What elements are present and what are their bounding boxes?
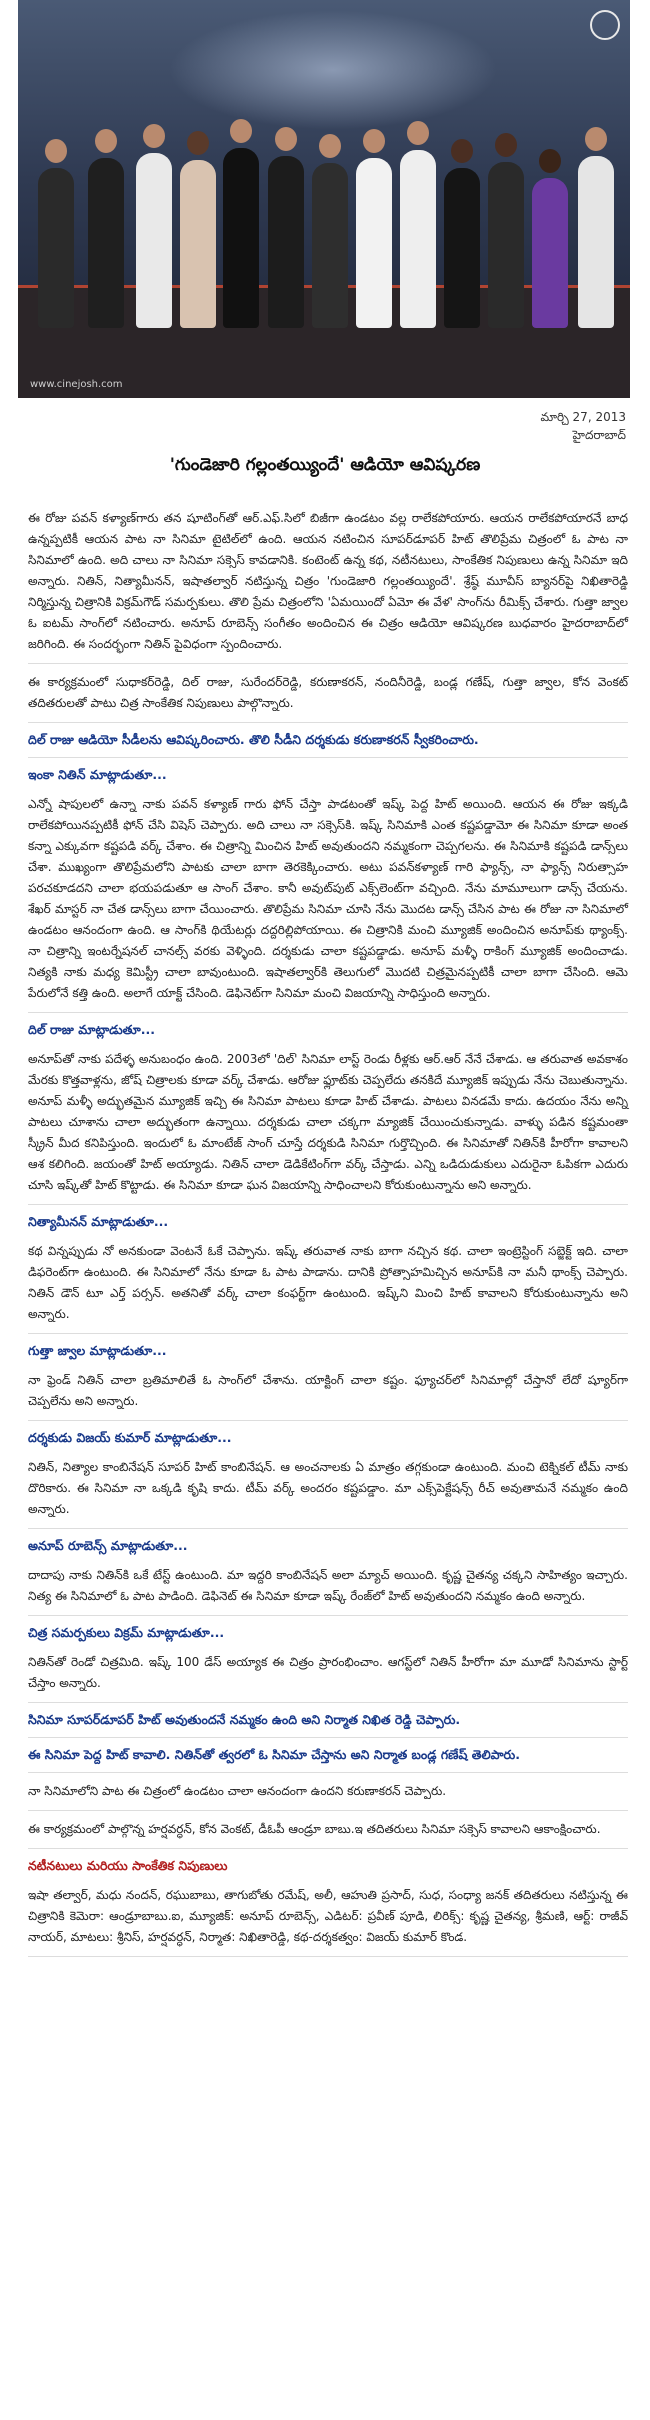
event-photo xyxy=(18,0,630,398)
guest-figure xyxy=(223,148,259,328)
guest-figure xyxy=(532,178,568,328)
section-heading: గుత్తా జ్వాల మాట్లాడుతూ... xyxy=(28,1343,167,1358)
article-body xyxy=(28,500,628,1957)
guest-figure xyxy=(88,158,124,328)
article-place: హైదరాబాద్ xyxy=(572,428,626,442)
article-date: మార్చి 27, 2013 xyxy=(540,410,626,424)
guest-figure xyxy=(356,158,392,328)
section-heading: నిత్యామీనన్ మాట్లాడుతూ... xyxy=(28,1214,169,1229)
highlight-note: దిల్ రాజు ఆడియో సీడీలను ఆవిష్కరించారు. తొలి సీడీని దర్శకుడు కరుణాకరన్ స్వీకరించారు. xyxy=(28,723,628,758)
section-heading: దర్శకుడు విజయ్ కుమార్ మాట్లాడుతూ... xyxy=(28,1430,232,1445)
section-heading: అనూప్ రూబెన్స్ మాట్లాడుతూ... xyxy=(28,1538,188,1553)
guest-figure xyxy=(400,150,436,328)
article-paragraph: ఈ కార్యక్రమంలో పాల్గొన్న హర్షవర్ధన్, కోన వెంకట్, డీఓపీ ఆండ్రూ బాబు.ఇ తదితరులు సినిమా సక్సెస్ కావాలని ఆకాంక్షించారు. xyxy=(28,1811,628,1849)
guest-figure xyxy=(312,163,348,328)
dateline xyxy=(540,408,626,444)
section-heading: నటీనటులు మరియు సాంకేతిక నిపుణులు xyxy=(28,1858,228,1873)
article-paragraph: దాదాపు నాకు నితిన్‌కి ఒకే టేస్ట్ ఉంటుంది. మా ఇద్దరి కాంబినేషన్ అలా మ్యాచ్ అయింది. కృష్ణ చైతన్య చక్కని సాహిత్యం ఇచ్చారు. నిత్య ఈ సినిమాలో ఓ పాట పాడింది. డెఫినెట్ ఈ సినిమా కూడా ఇష్క్ రేంజ్‌లో హిట్ అవుతుందని నమ్మకం ఉంది అన్నారు. xyxy=(28,1557,628,1616)
guest-figure xyxy=(38,168,74,328)
guest-figure xyxy=(268,156,304,328)
guest-figure xyxy=(488,162,524,328)
article-paragraph: ఈ రోజు పవన్ కళ్యాణ్‌గారు తన షూటింగ్‌తో ఆర్.ఎఫ్.సిలో బిజీగా ఉండటం వల్ల రాలేకపోయారు. ఆయన రాలేకపోయారనే బాధ ఉన్నప్పటికీ ఆయన పాట నా సినిమా టైటిల్‌లో ఉంది. ఆయన నటించిన సూపర్‌డూపర్ హిట్ తొలిప్రేమ చిత్రంలో ఓ పాట నా సినిమాలో ఉంది. అది చాలు నా సినిమా సక్సెస్ కావడానికి. కంటెంట్ ఉన్న కథ, నటీనటులు, సాంకేతిక నిపుణులు ఉన్న సినిమా ఇది అన్నారు. నితిన్, నిత్యామీనన్, ఇషాతల్వార్ నటిస్తున్న చిత్రం 'గుండెజారి గల్లంతయ్యిందే'. శ్రేష్ఠ్ మూవీస్ బ్యానర్‌పై నిఖితారెడ్డి నిర్మిస్తున్న చిత్రానికి విక్రమ్‌గౌడ్ సమర్పకులు. తొలి ప్రేమ చిత్రంలోని 'ఏమయిందో ఏమో ఈ వేళ' సాంగ్‌ను రీమిక్స్ చేశారు. గుత్తా జ్వాల ఓ ఐటమ్ సాంగ్‌లో నటించారు. అనూప్ రూబెన్స్ సంగీతం అందించిన ఈ చిత్రం ఆడియో ఆవిష్కరణ బుధవారం హైదరాబాద్‌లో జరిగింది. ఈ సందర్భంగా నితిన్ పైవిధంగా స్పందించారు. xyxy=(28,500,628,664)
article-paragraph: నితిన్, నిత్యాల కాంబినేషన్ సూపర్ హిట్ కాంబినేషన్. ఆ అంచనాలకు ఏ మాత్రం తగ్గకుండా ఉంటుంది. మంచి టెక్నికల్ టీమ్ నాకు దొరికారు. ఈ సినిమా నా ఒక్కడి కృషి కాదు. టీమ్ వర్క్ అందరం కష్టపడ్డాం. మా ఎక్స్‌పెక్టేషన్స్ రీచ్ అవుతామనే నమ్మకం ఉంది అన్నారు. xyxy=(28,1449,628,1529)
section-heading: చిత్ర సమర్పకులు విక్రమ్ మాట్లాడుతూ... xyxy=(28,1625,225,1640)
article-paragraph: నా ఫ్రెండ్ నితిన్ చాలా బ్రతిమాలితే ఓ సాంగ్‌లో చేశాను. యాక్టింగ్ చాలా కష్టం. ఫ్యూచర్‌లో సినిమాల్లో చేస్తానో లేదో ష్యూర్‌గా చెప్పలేను అని అన్నారు. xyxy=(28,1362,628,1421)
guest-figure xyxy=(578,156,614,328)
article-paragraph: అనూప్‌తో నాకు పదేళ్ళ అనుబంధం ఉంది. 2003లో 'దిల్' సినిమా లాస్ట్ రెండు రీళ్లకు ఆర్.ఆర్ నేనే చేశాడు. ఆ తరువాత అవకాశం మేరకు కొత్తవాళ్లను, జోష్ చిత్రాలకు కూడా వర్క్ చేశాడు. ఆరోజు ఫ్లూట్‌కు చెప్పలేదు తనకిదే మ్యూజిక్ ఇప్పుడు నేను చెబుతున్నాను. అనూప్ మళ్ళీ అద్భుతమైన మ్యూజిక్ ఇచ్చి ఈ సినిమా పాటలు కూడా హిట్ చేశాడు. పాటలు వినడమే కాదు. ఉదయం నేను అన్ని పాటలు చూశాను చాలా అద్భుతంగా ఉన్నాయి. దర్శకుడు చాలా చక్కగా మ్యాజిక్ చేయించుకున్నాడు. వాళ్ళు పడిన కష్టమంతా స్క్రీన్ మీద కనిపిస్తుంది. ఇందులో ఓ మాంటేజ్ సాంగ్ చూస్తే దర్శకుడి సినిమా గుర్తొచ్చింది. ఈ సినిమాతో నితిన్‌కి హీరోగా కావాలని ఆశ కలిగింది. జయంతో హిట్ అయ్యాడు. నితిన్ చాలా డెడికేటింగ్‌గా వర్క్ చేస్తాడు. ఎన్ని ఒడిదుడుకులు ఎదురైనా ఓపికగా ఎదురు చూసి ఇష్క్‌తో హిట్ కొట్టాడు. ఈ సినిమా కూడా ఘన విజయాన్ని సాధించాలని కోరుకుంటున్నాను అని అన్నారు. xyxy=(28,1041,628,1205)
article-paragraph: నితిన్‌తో రెండో చిత్రమిది. ఇష్క్ 100 డేస్ అయ్యాక ఈ చిత్రం ప్రారంభించాం. ఆగస్ట్‌లో నితిన్ హీరోగా మా మూడో సినిమాను స్టార్ట్ చేస్తాం అన్నారు. xyxy=(28,1644,628,1703)
guest-figure xyxy=(444,168,480,328)
photo-watermark: www.cinejosh.com xyxy=(30,379,123,390)
highlight-note: ఈ సినిమా పెద్ద హిట్ కావాలి. నితిన్‌తో త్వరలో ఓ సినిమా చేస్తాను అని నిర్మాత బండ్ల గణేష్ తెలిపారు. xyxy=(28,1738,628,1773)
guest-figure xyxy=(180,160,216,328)
channel-logo-icon xyxy=(590,10,620,40)
section-heading: దిల్ రాజు మాట్లాడుతూ... xyxy=(28,1022,155,1037)
article-paragraph: కథ విన్నప్పుడు నో అనకుండా వెంటనే ఓకే చెప్పాను. ఇష్క్ తరువాత నాకు బాగా నచ్చిన కథ. చాలా ఇంట్రెస్టింగ్ సబ్జెక్ట్ ఇది. చాలా డిఫరెంట్‌గా ఉంటుంది. ఈ సినిమాలో నేను కూడా ఓ పాట పాడాను. దానికి ప్రోత్సాహమిచ్చిన అనూప్‌కి నా మనీ థాంక్స్ చెప్పారు. నితిన్ డౌన్ టూ ఎర్త్ పర్సన్. అతనితో వర్క్ చాలా కంఫర్ట్‌గా ఉంటుంది. ఇష్క్‌ని మించి హిట్ కావాలని కోరుకుంటున్నాను అని అన్నారు. xyxy=(28,1233,628,1334)
article-paragraph: ఎన్నో షాపులలో ఉన్నా నాకు పవన్ కళ్యాణ్ గారు ఫోన్ చేస్తా పాడటంతో ఇష్క్ పెద్ద హిట్ అయింది. ఆయన ఈ రోజు ఇక్కడి రాలేకపోయినప్పటికీ ఫోన్ చేసి విషెస్ చెప్పారు. అది చాలు నా సక్సెస్‌కి. ఇష్క్ సినిమాకి ఎంత కష్టపడ్డామో ఈ సినిమా కూడా అంత కన్నా ఎక్కువగా కష్టపడి వర్క్ చేశాం. ఈ చిత్రాన్ని మించిన హిట్ అవుతుందని నమ్మకంగా చెప్పగలను. ఈ సినిమాకి కష్టపడి డాన్స్‌లు చేశా. ముఖ్యంగా తొలిప్రేమలోని పాటకు చాలా బాగా తెరకెక్కించారు. అటు పవన్‌కళ్యాణ్ గారి ఫ్యాన్స్, నా ఫ్యాన్స్ నిరుత్సాహ పరచకూడదని చాలా భయపడుతూ ఆ సాంగ్ చేశాం. కానీ అవుట్‌పుట్ ఎక్స్‌లెంట్‌గా వచ్చింది. నేను మామూలుగా డాన్స్ చేయను. శేఖర్ మాస్టర్ నా చేత డాన్స్‌లు బాగా చేయించారు. తొలిప్రేమ సినిమా చూసి నేను మొదట డాన్స్ చేసిన పాట ఈ రోజు నా సినిమాలో ఉండటం ఆనందంగా ఉంది. ఆ సాంగ్‌కి థియేటర్లు దద్దరిల్లిపోయాయి. ఈ చిత్రానికి మంచి మ్యూజిక్ అందించిన అనూప్‌కు థ్యాంక్స్. నా చిత్రాన్ని ఇంటర్నేషనల్ చానల్స్ వరకు వెళ్ళింది. దర్శకుడు చాలా కష్టపడ్డాడు. అనూప్ మళ్ళీ రాకింగ్ మ్యూజిక్ అందించాడు. నిత్యకి నాకు మధ్య కెమిస్ట్రీ చాలా బావుంటుంది. ఇషాతల్వార్‌కి తెలుగులో మొదటి చిత్రమైనప్పటికీ చాలా బాగా చేసింది. ఆమె పేరులోనే కత్తి ఉంది. అలాగే యాక్ట్ చేసింది. డెఫినెట్‌గా సినిమా మంచి విజయాన్ని సాధిస్తుంది అన్నారు. xyxy=(28,786,628,1013)
article-title: 'గుండెజారి గల్లంతయ్యిందే' ఆడియో ఆవిష్కరణ xyxy=(169,455,481,475)
guest-figure xyxy=(136,153,172,328)
section-heading: ఇంకా నితిన్ మాట్లాడుతూ... xyxy=(28,767,167,782)
article-paragraph: ఇషా తల్వార్, మధు నందన్, రఘుబాబు, తాగుబోతు రమేష్, అలీ, ఆహుతి ప్రసాద్, సుధ, సంధ్యా జనక్ తదితరులు నటిస్తున్న ఈ చిత్రానికి కెమెరా: ఆండ్రూబాబు.ఐ, మ్యూజిక్: అనూప్ రూబెన్స్, ఎడిటర్: ప్రవీణ్ పూడి, లిరిక్స్: కృష్ణ చైతన్య, శ్రీమణి, ఆర్ట్: రాజీవ్ నాయర్, మాటలు: శ్రీనిస్, హర్షవర్ధన్, నిర్మాత: నిఖితారెడ్డి, కథ-దర్శకత్వం: విజయ్ కుమార్ కొండ. xyxy=(28,1877,628,1957)
highlight-note: సినిమా సూపర్‌డూపర్ హిట్ అవుతుందనే నమ్మకం ఉంది అని నిర్మాత నిఖిత రెడ్డి చెప్పారు. xyxy=(28,1703,628,1738)
article-paragraph: ఈ కార్యక్రమంలో సుధాకర్‌రెడ్డి, దిల్ రాజు, సురేందర్‌రెడ్డి, కరుణాకరన్, నందినీరెడ్డి, బండ్ల గణేష్, గుత్తా జ్వాల, కోన వెంకట్ తదితరులతో పాటు చిత్ర సాంకేతిక నిపుణులు పాల్గొన్నారు. xyxy=(28,664,628,723)
article-paragraph: నా సినిమాలోని పాట ఈ చిత్రంలో ఉండటం చాలా ఆనందంగా ఉందని కరుణాకరన్ చెప్పారు. xyxy=(28,1773,628,1811)
